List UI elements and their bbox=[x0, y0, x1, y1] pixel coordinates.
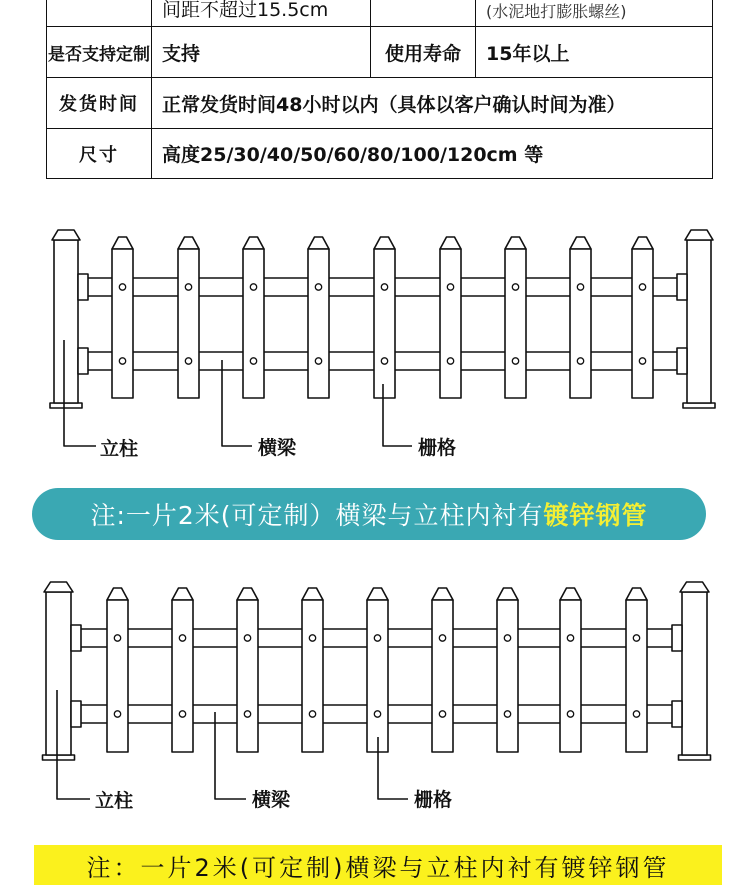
rivet bbox=[119, 358, 125, 364]
post bbox=[682, 592, 707, 755]
rivet bbox=[639, 358, 645, 364]
picket bbox=[112, 249, 133, 398]
picket-tip bbox=[374, 237, 395, 249]
table-row bbox=[47, 78, 713, 129]
post-cap bbox=[680, 582, 709, 592]
rivet bbox=[309, 635, 315, 641]
rivet bbox=[309, 711, 315, 717]
rail-bracket bbox=[677, 274, 687, 300]
note-banner bbox=[34, 845, 722, 885]
post-cap bbox=[685, 230, 713, 240]
picket bbox=[172, 600, 193, 752]
rivet bbox=[179, 711, 185, 717]
rivet bbox=[244, 635, 250, 641]
rivet bbox=[504, 635, 510, 641]
post bbox=[687, 240, 711, 403]
lifespan-value: 15年以上 bbox=[476, 27, 713, 78]
rivet bbox=[439, 635, 445, 641]
rivet bbox=[512, 284, 518, 290]
picket-tip bbox=[308, 237, 329, 249]
fence-diagram bbox=[0, 578, 750, 818]
picket-tip bbox=[237, 588, 258, 600]
rivet bbox=[577, 358, 583, 364]
picket bbox=[302, 600, 323, 752]
picket bbox=[308, 249, 329, 398]
picket-tip bbox=[632, 237, 653, 249]
beam-label: 横梁 bbox=[252, 789, 291, 811]
spacing-value: 间距不超过15.5cm bbox=[152, 0, 371, 27]
picket-tip bbox=[178, 237, 199, 249]
rivet bbox=[185, 284, 191, 290]
picket-tip bbox=[107, 588, 128, 600]
picket-tip bbox=[560, 588, 581, 600]
table-cell bbox=[47, 0, 152, 27]
rivet bbox=[567, 635, 573, 641]
rail-bracket bbox=[71, 701, 81, 727]
post bbox=[46, 592, 71, 755]
picket-tip bbox=[497, 588, 518, 600]
picket-tip bbox=[570, 237, 591, 249]
rail-bracket bbox=[71, 625, 81, 651]
post bbox=[54, 240, 78, 403]
rivet bbox=[577, 284, 583, 290]
spec-table bbox=[46, 0, 713, 179]
rivet bbox=[119, 284, 125, 290]
rail-bracket bbox=[672, 701, 682, 727]
post-label: 立柱 bbox=[95, 790, 134, 812]
picket-tip bbox=[440, 237, 461, 249]
rivet bbox=[633, 635, 639, 641]
picket-tip bbox=[112, 237, 133, 249]
picket bbox=[497, 600, 518, 752]
picket bbox=[432, 600, 453, 752]
rivet bbox=[447, 358, 453, 364]
picket bbox=[237, 600, 258, 752]
note-text: 注：一片2米(可定制)横梁与立柱内衬有镀锌钢管 bbox=[86, 853, 670, 882]
picket bbox=[632, 249, 653, 398]
picket-label: 栅格 bbox=[414, 789, 453, 811]
fence-diagram bbox=[0, 225, 750, 465]
picket-label: 栅格 bbox=[418, 437, 457, 459]
rivet bbox=[512, 358, 518, 364]
table-row bbox=[47, 129, 713, 179]
size-value: 高度25/30/40/50/60/80/100/120cm 等 bbox=[152, 129, 713, 179]
picket bbox=[560, 600, 581, 752]
rivet bbox=[374, 711, 380, 717]
rivet bbox=[250, 358, 256, 364]
shipping-label: 发货时间 bbox=[47, 78, 152, 129]
customizable-label: 是否支持定制 bbox=[47, 27, 152, 78]
beam-label: 横梁 bbox=[258, 437, 297, 459]
note-text: 注:一片2米(可定制）横梁与立柱内衬有 bbox=[90, 501, 544, 530]
picket bbox=[367, 600, 388, 752]
picket-tip bbox=[505, 237, 526, 249]
picket-tip bbox=[367, 588, 388, 600]
picket-tip bbox=[302, 588, 323, 600]
customizable-value: 支持 bbox=[152, 27, 371, 78]
picket-tip bbox=[172, 588, 193, 600]
rivet bbox=[185, 358, 191, 364]
picket-tip bbox=[626, 588, 647, 600]
picket bbox=[107, 600, 128, 752]
rivet bbox=[381, 284, 387, 290]
picket-tip bbox=[432, 588, 453, 600]
rivet bbox=[315, 358, 321, 364]
picket bbox=[374, 249, 395, 398]
rivet bbox=[381, 358, 387, 364]
picket bbox=[243, 249, 264, 398]
rail-bracket bbox=[677, 348, 687, 374]
rivet bbox=[244, 711, 250, 717]
rivet bbox=[439, 711, 445, 717]
picket bbox=[570, 249, 591, 398]
rivet bbox=[114, 635, 120, 641]
post-label: 立柱 bbox=[100, 438, 139, 460]
rivet bbox=[633, 711, 639, 717]
picket bbox=[178, 249, 199, 398]
table-cell bbox=[371, 0, 476, 27]
rivet bbox=[114, 711, 120, 717]
rivet bbox=[250, 284, 256, 290]
rail-bracket bbox=[672, 625, 682, 651]
rivet bbox=[315, 284, 321, 290]
lifespan-label: 使用寿命 bbox=[371, 27, 476, 78]
picket bbox=[626, 600, 647, 752]
size-label: 尺寸 bbox=[47, 129, 152, 179]
post-cap bbox=[44, 582, 73, 592]
rivet bbox=[639, 284, 645, 290]
picket bbox=[440, 249, 461, 398]
post-cap bbox=[52, 230, 80, 240]
rail-bracket bbox=[78, 348, 88, 374]
rail-bracket bbox=[78, 274, 88, 300]
note-banner bbox=[32, 488, 706, 540]
rivet bbox=[447, 284, 453, 290]
rivet bbox=[179, 635, 185, 641]
rivet bbox=[504, 711, 510, 717]
picket-tip bbox=[243, 237, 264, 249]
shipping-value: 正常发货时间48小时以内（具体以客户确认时间为准） bbox=[152, 78, 713, 129]
table-row bbox=[47, 27, 713, 78]
rivet bbox=[567, 711, 573, 717]
rivet bbox=[374, 635, 380, 641]
install-note: (水泥地打膨胀螺丝) bbox=[476, 0, 713, 27]
picket bbox=[505, 249, 526, 398]
table-row bbox=[47, 0, 713, 27]
note-highlight: 镀锌钢管 bbox=[543, 501, 648, 530]
